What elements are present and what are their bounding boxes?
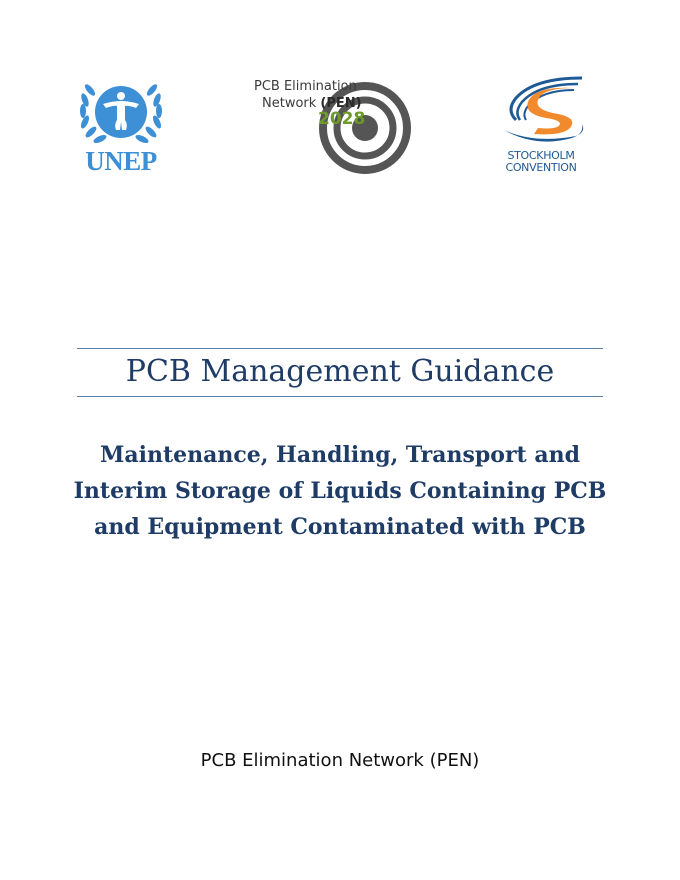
unep-wordmark: UNEP <box>85 146 157 176</box>
pen-logo <box>250 74 412 178</box>
subtitle-line: and Equipment Contaminated with PCB <box>94 514 586 540</box>
pen-logo-year: 2028 <box>318 109 366 129</box>
title-rule-top <box>77 348 603 349</box>
page-title: PCB Management Guidance <box>125 354 555 389</box>
un-emblem-icon <box>76 76 166 148</box>
stockholm-swirl-icon <box>494 74 588 148</box>
title-rule-bottom <box>77 396 603 397</box>
pen-logo-line2-prefix: Network <box>262 96 321 111</box>
stockholm-logo-line1: STOCKHOLM <box>507 149 575 162</box>
unep-logo <box>76 76 166 176</box>
pen-logo-acronym: (PEN) <box>320 96 362 111</box>
stockholm-logo-line2: CONVENTION <box>505 161 577 174</box>
stockholm-convention-logo <box>494 74 588 178</box>
subtitle-line: Maintenance, Handling, Transport and <box>99 442 580 468</box>
document-subtitle <box>60 437 620 545</box>
publishing-organization: PCB Elimination Network (PEN) <box>200 750 480 771</box>
subtitle-line: Interim Storage of Liquids Containing PCB <box>73 478 607 504</box>
pen-logo-line1: PCB Elimination <box>254 79 357 94</box>
